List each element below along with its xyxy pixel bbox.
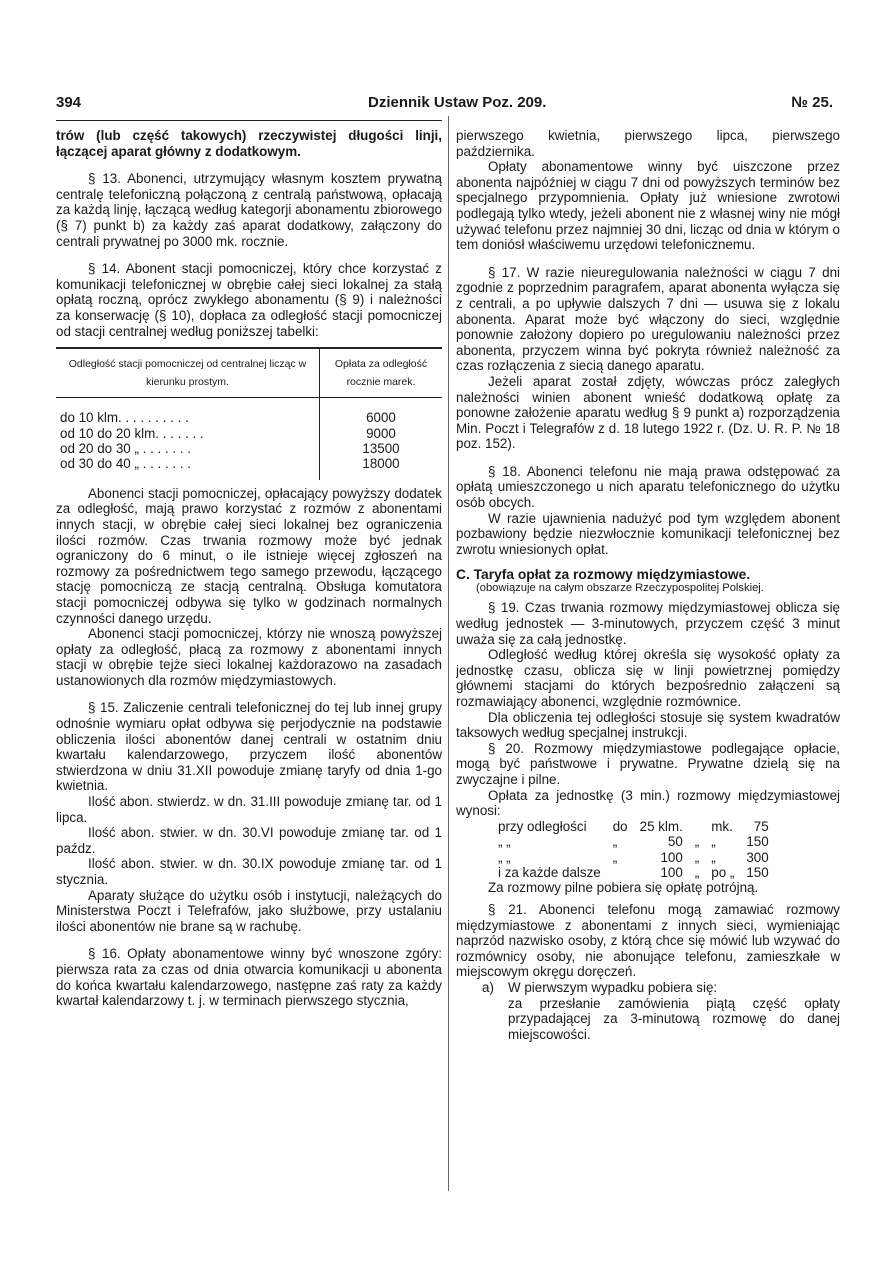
rate-cell: mk. <box>711 818 733 834</box>
rate-cell: „ <box>612 849 618 865</box>
paragraph-16: § 16. Opłaty abonamentowe winny być wnoszone zgóry: pierwsza rata za czas od dnia otwarcia komunikacji u abonenta do końca kwartału kalendarzowego, następne zaś raty za każdy kwartał kalendarzowy t. j. w terminach pierwszego stycznia, <box>56 946 442 1009</box>
rate-cell: przy odległości <box>498 818 587 834</box>
rates-table <box>492 819 775 881</box>
list-item-a <box>482 980 840 996</box>
table-cell-fee: 18000 <box>362 456 400 472</box>
paragraph-19c: Dla obliczenia tej odległości stosuje się system kwadratów taksowych według specjalnej instrukcji. <box>456 709 840 741</box>
paragraph-19: § 19. Czas trwania rozmowy międzymiastowej oblicza się według jednostek — 3-minutowych, przyczem część 3 minut uważa się za całą jednostkę. <box>456 600 840 647</box>
paragraph-16b: Opłaty abonamentowe winny być uiszczone przez abonenta najpóźniej w ciągu 7 dni od powyższych terminów bez specjalnego przypomnienia. Opłaty już wniesione zwrotowi podlegają tylko wtedy, jeżeli abonent nie z własnej winy nie mógł używać telefonu przez najmniej 30 dni, licząc od dnia w którym o tem doniósł właściwemu urzędowi telefonicznemu. <box>456 159 840 253</box>
paragraph-18b: W razie ujawnienia nadużyć pod tym względem abonent pozbawiony będzie niezwłocznie komunikacji telefonicznej bez zwrotu wniesionych opłat. <box>456 510 840 557</box>
rate-cell: 100 <box>660 864 683 880</box>
rate-cell: 100 <box>660 849 683 865</box>
rate-cell: do <box>612 818 628 834</box>
rate-cell: 300 <box>746 849 769 865</box>
rate-cell: „ „ <box>498 849 511 865</box>
paragraph-18: § 18. Abonenci telefonu nie mają prawa odstępować za opłatą umieszczonego u nich aparatu telefonicznego do użytku osób obcych. <box>456 463 840 511</box>
paragraph-20: § 20. Rozmowy międzymiastowe podlegające opłacie, mogą być państwowe i prywatne. Prywatne dzielą się na zwyczajne i pilne. <box>456 740 840 787</box>
page-header <box>56 94 833 116</box>
page-number: 394 <box>56 94 82 111</box>
left-column <box>56 128 442 1198</box>
paragraph-15a: Ilość abon. stwierdz. w dn. 31.III powoduje zmianę tar. od 1 lipca. <box>56 794 442 825</box>
table-row <box>56 426 442 441</box>
rate-cell: 150 <box>746 834 769 850</box>
column-divider <box>448 116 449 1191</box>
paragraph-19b: Odległość według której określa się wysokość opłaty za jednostkę czasu, oblicza się w linji powietrznej pomiędzy głównemi stacjami do których bezpośrednio załączeni są rozmawiający abonenci, względnie rozmównice. <box>456 647 840 709</box>
rate-cell: po „ <box>711 864 735 880</box>
list-item-a-continuation: za przesłanie zamówienia piątą część opłaty przypadającej za 3-minutową rozmowę do danej miejscowości. <box>508 995 840 1042</box>
table-cell-fee: 6000 <box>366 410 396 426</box>
paragraph-15c: Ilość abon. stwier. w dn. 30.IX powoduje zmianę tar. od 1 stycznia. <box>56 856 442 887</box>
table-header-row <box>56 348 442 398</box>
rate-cell: 50 <box>667 834 683 850</box>
paragraph-14: § 14. Abonent stacji pomocniczej, który chce korzystać z komunikacji telefonicznej w obrębie całej sieci lokalnej za stałą opłatą roczną, oprócz zwykłego abonamentu (§ 9) i należności za konserwację (§ 10), dopłaca za odległość stacji pomocniczej od stacji centralnej według poniższej tabelki: <box>56 261 442 339</box>
rate-row <box>492 850 775 865</box>
rate-cell: 150 <box>746 864 769 880</box>
section-c-heading: C. Taryfa opłat za rozmowy międzymiastowe. <box>456 567 751 583</box>
paragraph-14b: Abonenci stacji pomocniczej, opłacający powyższy dodatek za odległość, mają prawo korzystać z rozmów z abonentami innych stacji, w obrębie całej sieci lokalnej bez ograniczenia ilości rozmów. Czas trwania rozmowy może być jednak ograniczony do 6 minut, o ile istnieje więcej zgłoszeń na rozmowy za pośrednictwem tego samego przewodu, łączącego stację pomocniczą ze stacją centralną. Obsługa komutatora stacji pomocniczej odbywa się tylko w godzinach normalnych czynności danego urzędu. <box>56 485 442 626</box>
list-label: a) <box>482 979 494 995</box>
paragraph-20c: Za rozmowy pilne pobiera się opłatę potrójną. <box>488 880 759 896</box>
paragraph-17b: Jeżeli aparat został zdjęty, wówczas prócz zaległych należności winien abonent wnieść dodatkową opłatę za ponowne założenie aparatu według § 9 punkt a) rozporządzenia Min. Poczt i Telegrafów z d. 18 lutego 1922 r. (Dz. U. R. P. № 18 poz. 152). <box>456 373 840 452</box>
table-cell-fee: 13500 <box>362 440 400 456</box>
rate-cell: „ <box>694 834 700 850</box>
rate-cell <box>607 865 634 880</box>
rate-cell: „ <box>694 849 700 865</box>
distance-fee-table <box>56 347 442 480</box>
rate-cell: 25 klm. <box>639 818 683 834</box>
paragraph-16-continuation: pierwszego kwietnia, pierwszego lipca, pierwszego października. <box>456 128 840 159</box>
table-cell-distance: do 10 klm. . . . . . . . . . <box>56 398 320 426</box>
table-header-distance: Odległość stacji pomocniczej od centralnej licząc w kierunku prostym. <box>56 348 320 398</box>
table-row <box>56 441 442 456</box>
table-row <box>56 398 442 426</box>
paragraph-continuation: trów (lub część takowych) rzeczywistej długości linji, łączącej aparat główny z dodatkowym. <box>56 128 442 159</box>
paragraph-20b: Opłata za jednostkę (3 min.) rozmowy międzymiastowej wynosi: <box>456 787 840 819</box>
table-row <box>56 456 442 479</box>
rate-cell: „ „ <box>498 834 511 850</box>
paragraph-13: § 13. Abonenci, utrzymujący własnym kosztem prywatną centralę telefoniczną połączoną z centralą państwową, opłacają za każdą linję, łączącą według kategorji abonamentu zbiorowego (§ 7) punkt b) za każdy zaś aparat dodatkowy, załączony do centrali prywatnej po 3000 mk. rocznie. <box>56 171 442 249</box>
journal-title: Dziennik Ustaw Poz. 209. <box>368 94 547 111</box>
rate-cell <box>689 819 705 834</box>
paragraph-15d: Aparaty służące do użytku osób i instytucji, należących do Ministerstwa Poczt i Telefrafów, jako służbowe, przy ustalaniu ilości abonentów nie brane są w rachubę. <box>56 887 442 934</box>
rate-row <box>492 865 775 880</box>
paragraph-15b: Ilość abon. stwier. w dn. 30.VI powoduje zmianę tar. od 1 paźdz. <box>56 825 442 856</box>
rate-cell: „ <box>711 849 716 865</box>
table-header-fee: Opłata za odległość rocznie marek. <box>320 348 443 398</box>
section-c-subtitle: (obowiązuje na całym obszarze Rzeczypospolitej Polskiej. <box>476 582 764 595</box>
paragraph-21: § 21. Abonenci telefonu mogą zamawiać rozmowy międzymiastowe z abonentami z innych sieci, wymieniając naprzód nazwisko osoby, z którą chce się mówić lub wzywać do rozmównicy osoby, nie abonujące telefonu, zamieszkałe w miejscowym okręgu doręczeń. <box>456 901 840 980</box>
rate-cell: i za każde dalsze <box>498 864 601 880</box>
table-cell-distance: od 10 do 20 klm. . . . . . . <box>56 426 320 441</box>
rate-row <box>492 834 775 849</box>
rate-cell: „ <box>694 864 700 880</box>
right-column <box>456 128 840 1188</box>
table-cell-distance: od 20 do 30 „ . . . . . . . <box>56 441 320 456</box>
header-rule <box>56 120 442 121</box>
paragraph-17: § 17. W razie nieuregulowania należności w ciągu 7 dni zgodnie z poprzednim paragrafem, aparat abonenta wyłącza się z centrali, a po upływie dalszych 7 dni — usuwa się z lokalu abonenta. Aparat może być włączony do sieci, względnie ponownie założony dopiero po uregulowaniu należności przez abonenta, przyczem winna być pokryta również należność za czas rozłączenia z siecią danego aparatu. <box>456 264 840 374</box>
table-cell-distance: od 30 do 40 „ . . . . . . . <box>56 456 320 479</box>
table-cell-fee: 9000 <box>366 425 396 441</box>
issue-number: № 25. <box>791 94 833 111</box>
rate-row <box>492 819 775 834</box>
rate-cell: „ <box>612 834 618 850</box>
paragraph-14c: Abonenci stacji pomocniczej, którzy nie wnoszą powyższej opłaty za odległość, płacą za rozmowy z abonentami innych stacji w obrębie tejże sieci lokalnej każdorazowo na zasadach ustanowionych dla rozmów międzymiastowych. <box>56 626 442 688</box>
rate-cell: „ <box>711 834 716 850</box>
rate-cell: 75 <box>753 818 769 834</box>
paragraph-15: § 15. Zaliczenie centrali telefonicznej do tej lub innej grupy odnośnie wymiaru opłat odbywa się perjodycznie na podstawie obliczenia ilości abonentów danej centrali w ostatnim dniu kwartału kalendarzowego, przyczem ilość abonentów stwierdzona w dniu 31.XII powoduje zmianę taryfy od dnia 1-go kwietnia. <box>56 700 442 794</box>
list-text: W pierwszym wypadku pobiera się: <box>508 979 718 995</box>
